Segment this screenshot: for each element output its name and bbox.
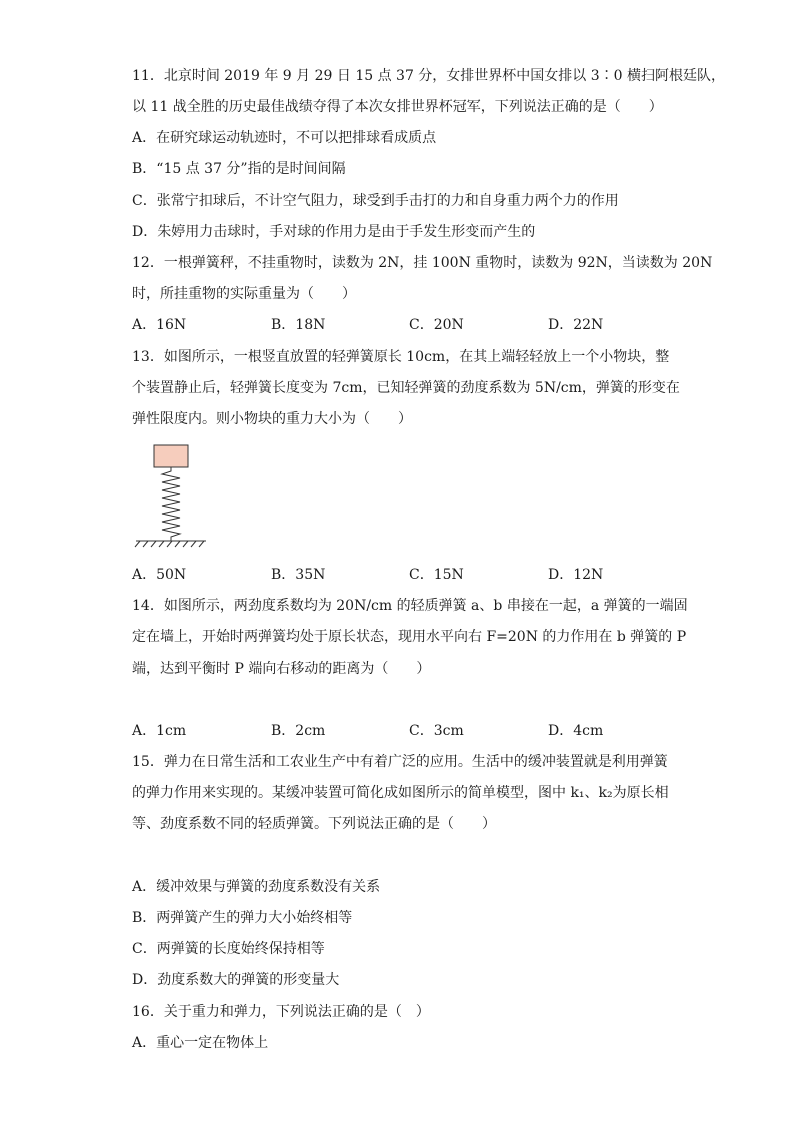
q13-option-c: C．15N [409, 567, 464, 583]
q12-stem-line-2: 时，所挂重物的实际重量为（ ） [132, 286, 356, 302]
q15-stem-line-3: 等、劲度系数不同的轻质弹簧。下列说法正确的是（ ） [132, 816, 496, 832]
q12-option-a: A．16N [132, 317, 187, 333]
q16-stem-line-1: 16．关于重力和弹力，下列说法正确的是（ ） [132, 1004, 430, 1020]
q14-option-a: A．1cm [132, 723, 187, 739]
q11-option-c: C．张常宁扣球后，不计空气阻力，球受到手击打的力和自身重力两个力的作用 [132, 193, 619, 209]
q15-option-c: C．两弹簧的长度始终保持相等 [132, 941, 325, 957]
q11-option-d: D．朱婷用力击球时，手对球的作用力是由于手发生形变而产生的 [132, 224, 536, 240]
q11-stem-line-2: 以 11 战全胜的历史最佳战绩夺得了本次女排世界杯冠军，下列说法正确的是（ ） [132, 99, 663, 115]
q12-option-d: D．22N [548, 317, 604, 333]
q13-stem-line-2: 个装置静止后，轻弹簧长度变为 7cm，已知轻弹簧的劲度系数为 5N/cm，弹簧的形变在 [132, 380, 680, 396]
q13-spring-figure [130, 440, 210, 552]
q13-spring [162, 467, 180, 541]
q15-stem-line-1: 15．弹力在日常生活和工农业生产中有着广泛的应用。生活中的缓冲装置就是利用弹簧 [132, 754, 668, 770]
q13-option-d: D．12N [548, 567, 604, 583]
q14-option-c: C．3cm [409, 723, 464, 739]
q13-stem-line-3: 弹性限度内。则小物块的重力大小为（ ） [132, 411, 412, 427]
q14-option-b: B．2cm [271, 723, 326, 739]
q15-option-a: A．缓冲效果与弹簧的劲度系数没有关系 [132, 879, 381, 895]
q14-option-d: D．4cm [548, 723, 604, 739]
q12-option-c: C．20N [409, 317, 464, 333]
q13-option-b: B．35N [271, 567, 326, 583]
q13-stem-line-1: 13．如图所示，一根竖直放置的轻弹簧原长 10cm，在其上端轻轻放上一个小物块，整 [132, 349, 670, 365]
q11-option-b: B．“15 点 37 分”指的是时间间隔 [132, 161, 346, 177]
q16-option-a: A．重心一定在物体上 [132, 1035, 269, 1051]
q14-stem-line-1: 14．如图所示，两劲度系数均为 20N/cm 的轻质弹簧 a、b 串接在一起，a 弹簧的一端固 [132, 598, 688, 614]
q13-option-a: A．50N [132, 567, 187, 583]
q14-stem-line-2: 定在墙上，开始时两弹簧均处于原长状态，现用水平向右 F=20N 的力作用在 b 弹簧的 P [132, 629, 687, 645]
q15-option-b: B．两弹簧产生的弹力大小始终相等 [132, 910, 353, 926]
q12-stem-line-1: 12．一根弹簧秤，不挂重物时，读数为 2N，挂 100N 重物时，读数为 92N，当读数为 20N [132, 255, 713, 271]
q12-option-b: B．18N [271, 317, 326, 333]
q13-ground-hatch [135, 541, 204, 547]
q13-block [154, 445, 188, 467]
q15-stem-line-2: 的弹力作用来实现的。某缓冲装置可简化成如图所示的简单模型，图中 k₁、k₂为原长相 [132, 785, 669, 801]
q11-option-a: A．在研究球运动轨迹时，不可以把排球看成质点 [132, 130, 437, 146]
q14-stem-line-3: 端，达到平衡时 P 端向右移动的距离为（ ） [132, 661, 431, 677]
q11-stem-line-1: 11．北京时间 2019 年 9 月 29 日 15 点 37 分，女排世界杯中国女排以 3∶0 横扫阿根廷队， [132, 68, 726, 84]
q15-option-d: D．劲度系数大的弹簧的形变量大 [132, 972, 340, 988]
